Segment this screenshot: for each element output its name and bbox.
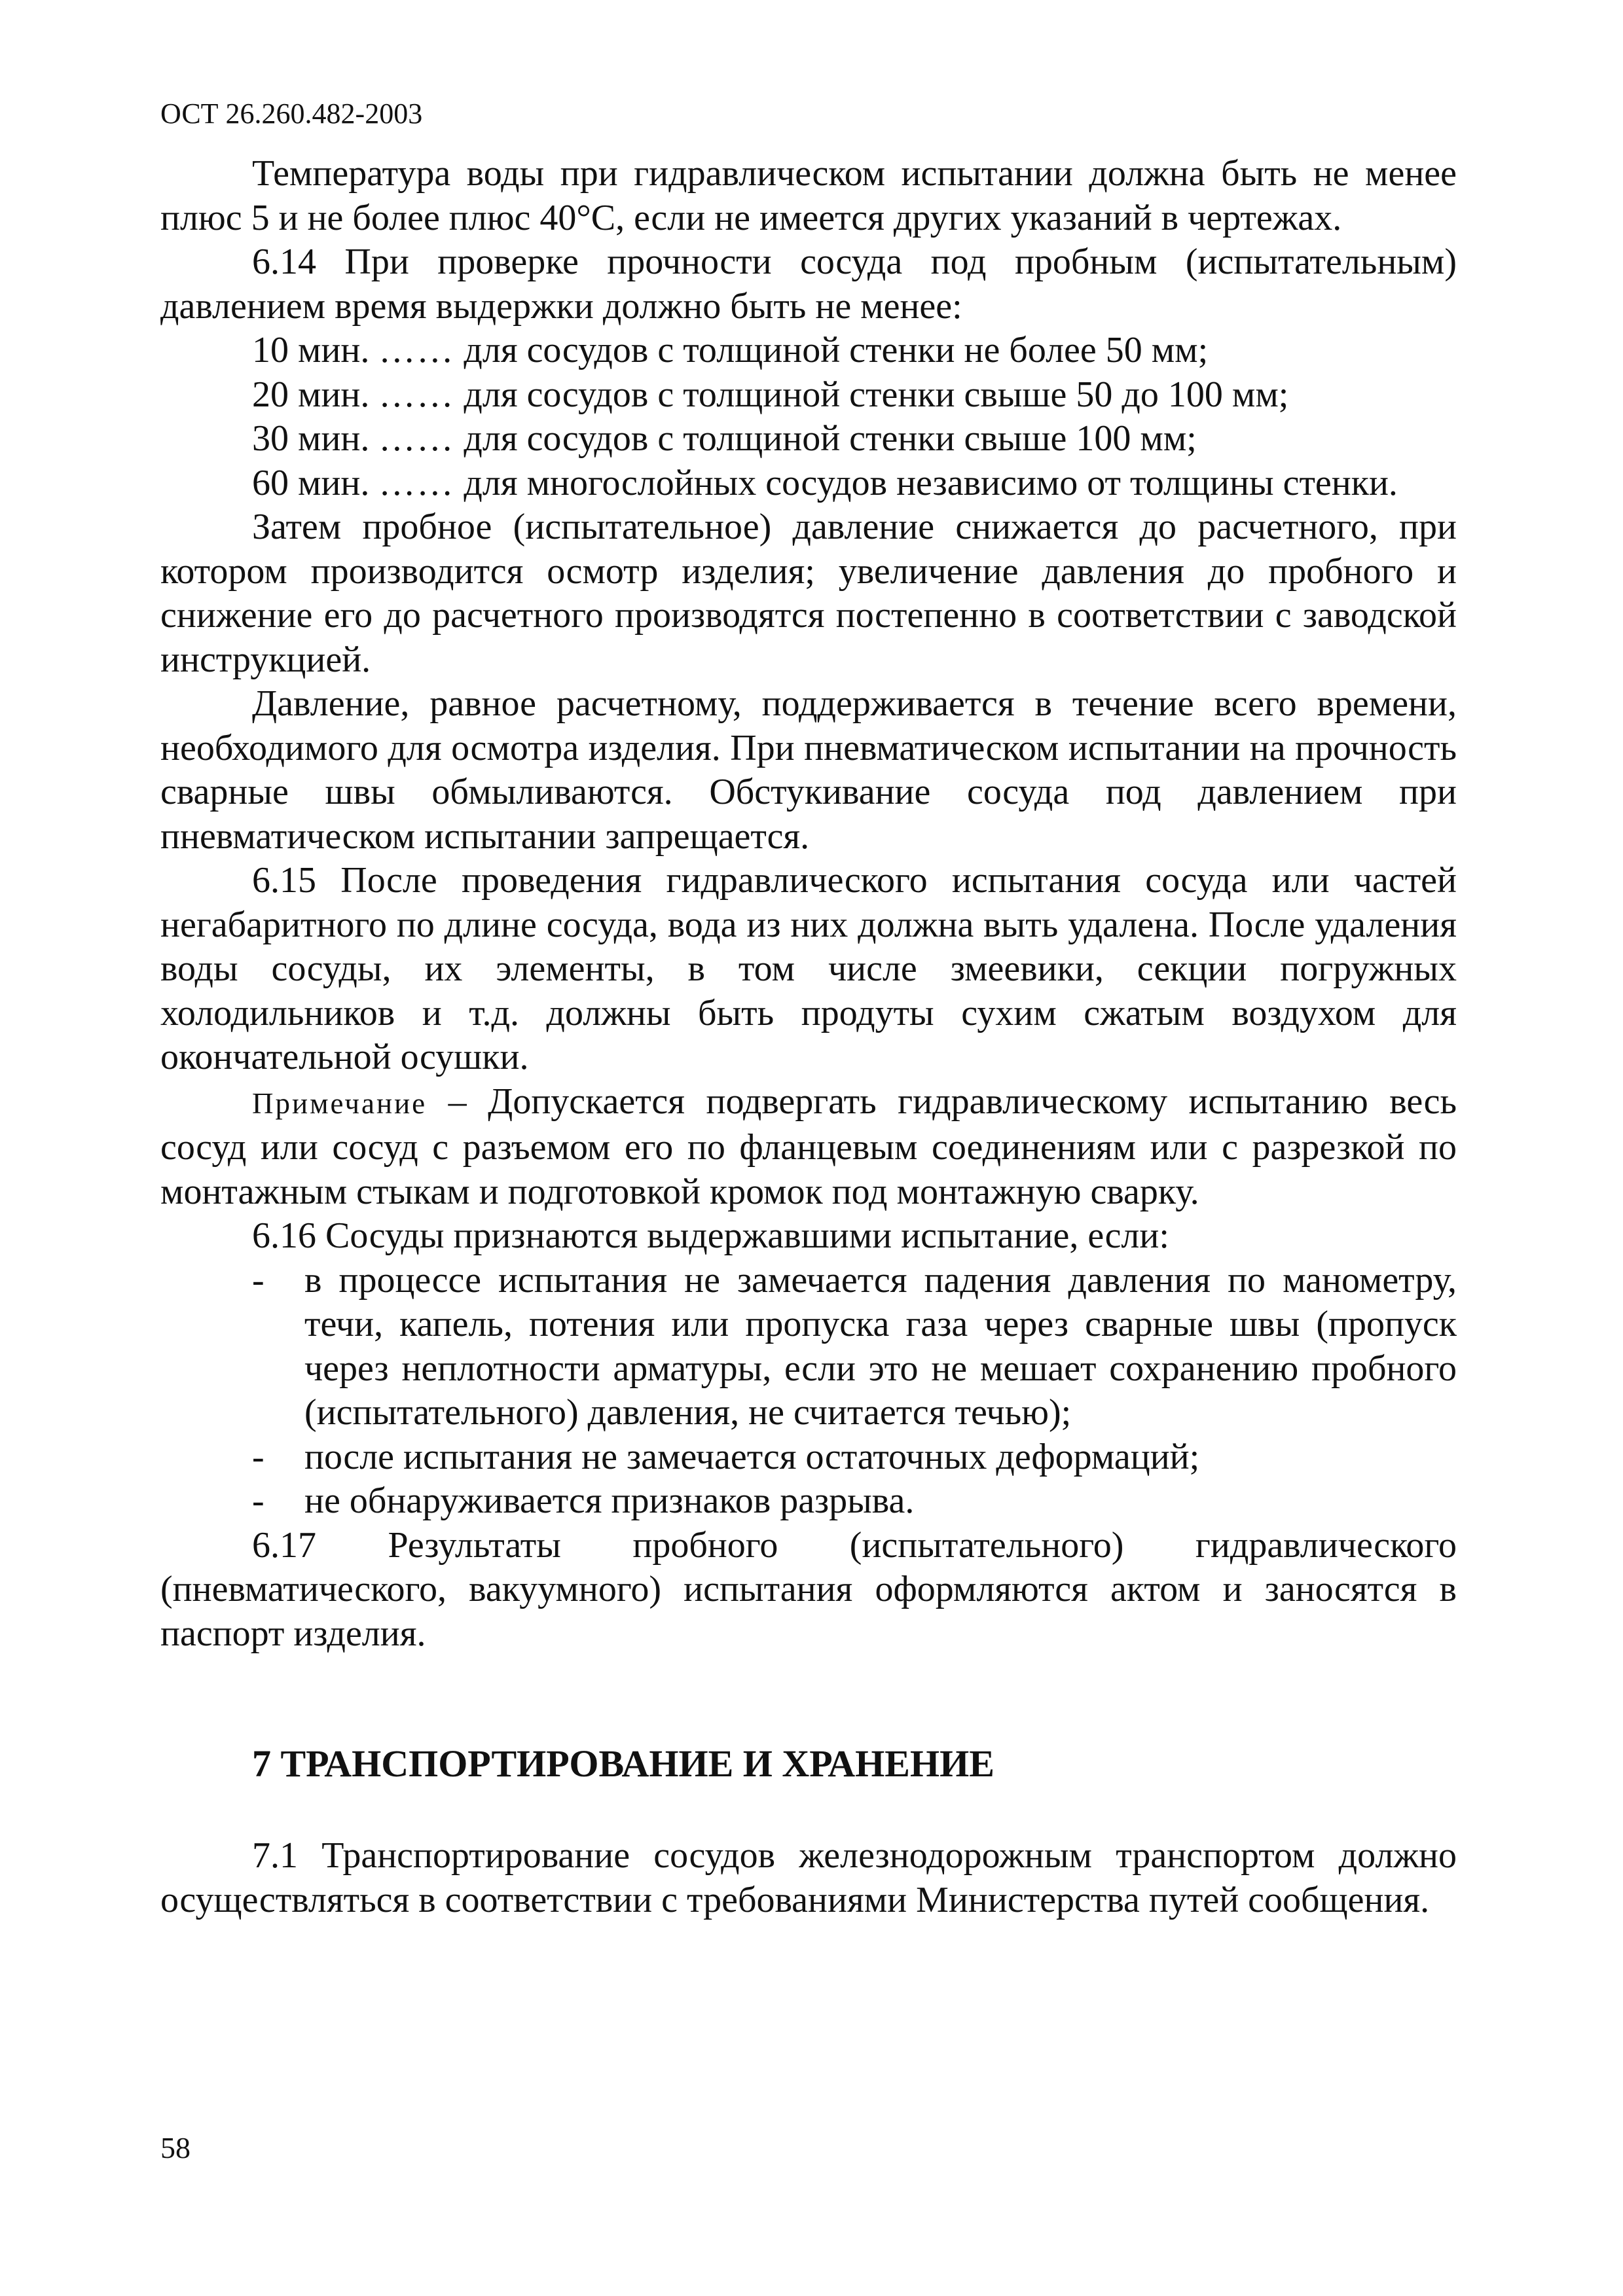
hold-time-value: 30 мин. [252,418,370,459]
hold-time-condition: для сосудов с толщиной стенки не более 50 мм; [464,330,1209,370]
paragraph-pressure-maintenance: Давление, равное расчетному, поддерживается в течение всего времени, необходимого для осмотра изделия. При пневматическом испытании на прочность сварные швы обмыливаются. Обстукивание сосуда под давлением при пневматическом испытании запрещается. [160,683,1457,857]
hold-time-dots: …… [378,374,455,415]
bullet-text: после испытания не замечается остаточных деформаций; [304,1436,1200,1477]
section-heading: 7 ТРАНСПОРТИРОВАНИЕ И ХРАНЕНИЕ [252,1742,994,1785]
paragraph-water-temperature: Температура воды при гидравлическом испытании должна быть не менее плюс 5 и не более плюс 40°С, если не имеется других указаний в чертежах. [160,153,1457,238]
note-text: – Допускается подвергать гидравлическому испытанию весь сосуд или сосуд с разъемом его по фланцевым соединениям или с разрезкой по монтажным стыкам и подготовкой кромок под монтажную сварку. [160,1081,1457,1212]
hold-time-item [160,329,1457,373]
bullet-text: в процессе испытания не замечается падения давления по манометру, течи, капель, потения или пропуска газа через сварные швы (пропуск через неплотности арматуры, если это не мешает сохранению пробного (испытательного) давления, не считается течью); [304,1259,1457,1433]
bullet-dash: - [252,1480,264,1521]
hold-time-item [160,417,1457,461]
paragraph-7-1: 7.1 Транспортирование сосудов железнодорожным транспортом должно осуществляться в соответствии с требованиями Министерства путей сообщения. [160,1835,1457,1920]
bullet-item [160,1435,1457,1480]
paragraph-6-16: 6.16 Сосуды признаются выдержавшими испытание, если: [252,1215,1169,1256]
note-label: Примечание [252,1086,428,1120]
hold-time-value: 60 мин. [252,462,370,503]
hold-time-condition: для сосудов с толщиной стенки свыше 100 мм; [464,418,1197,459]
paragraph-6-15: 6.15 После проведения гидравлического испытания сосуда или частей негабаритного по длине сосуда, вода из них должна выть удалена. После удаления воды сосуды, их элементы, в том числе змеевики, секции погружных холодильников и т.д. должны быть продуты сухим сжатым воздухом для окончательной осушки. [160,860,1457,1077]
bullet-dash: - [252,1259,264,1300]
document-code-header: ОСТ 26.260.482-2003 [160,98,423,130]
note-paragraph [160,1080,1457,1215]
bullet-item [160,1259,1457,1435]
bullet-text: не обнаруживается признаков разрыва. [304,1480,915,1521]
paragraph-6-17: 6.17 Результаты пробного (испытательного) гидравлического (пневматического, вакуумного) испытания оформляются актом и заносятся в паспорт изделия. [160,1524,1457,1654]
paragraph-6-14: 6.14 При проверке прочности сосуда под пробным (испытательным) давлением время выдержки должно быть не менее: [160,242,1457,327]
hold-time-value: 20 мин. [252,374,370,415]
document-body [160,152,1457,1922]
bullet-dash: - [252,1436,264,1477]
hold-time-condition: для многослойных сосудов независимо от толщины стенки. [464,462,1398,503]
hold-time-dots: …… [378,330,455,370]
paragraph-pressure-reduction: Затем пробное (испытательное) давление снижается до расчетного, при котором производится осмотр изделия; увеличение давления до пробного и снижение его до расчетного производятся постепенно в соответствии с заводской инструкцией. [160,507,1457,680]
page-number: 58 [160,2131,191,2164]
hold-time-dots: …… [378,462,455,503]
hold-time-value: 10 мин. [252,330,370,370]
hold-time-dots: …… [378,418,455,459]
hold-time-item [160,373,1457,418]
hold-time-item [160,461,1457,506]
hold-time-condition: для сосудов с толщиной стенки свыше 50 до 100 мм; [464,374,1289,415]
bullet-item [160,1479,1457,1524]
